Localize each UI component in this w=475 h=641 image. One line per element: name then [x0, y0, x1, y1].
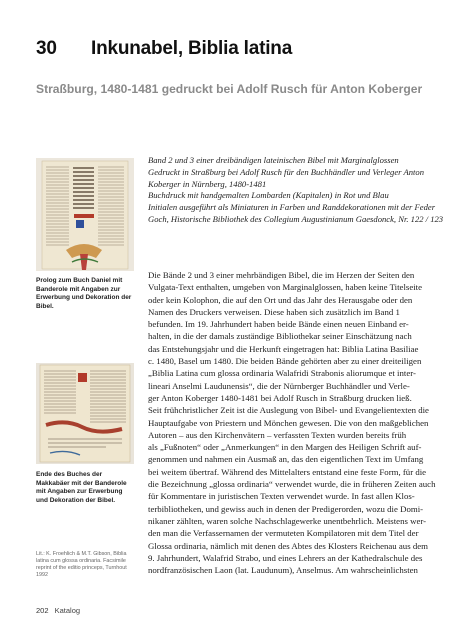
- object-description: [148, 155, 458, 226]
- description-line: Buchdruck mit handgemalten Lombarden (Kapitalen) in Rot und Blau: [148, 190, 389, 201]
- body-line: 9. Jahrhundert, Walafrid Strabo, und eines Lehrers an der Kathedralschule des: [148, 552, 423, 563]
- body-line: Seit frühchristlicher Zeit ist die Auslegung von Bibel- und Evangelientexten die: [148, 405, 429, 416]
- body-line: Hauptaufgabe von Priestern und Mönchen gewesen. Die von den maßgeblichen: [148, 417, 429, 428]
- body-line: Autoren – aus den Kirchenvätern – verfassten Texten wurden bereits früh: [148, 429, 407, 440]
- description-line: Gedruckt in Straßburg bei Adolf Rusch für den Buchhändler und Verleger Anton: [148, 166, 424, 177]
- body-line: lineari Anselmi Laudunensis“, die der Nürnberger Buchhändler und Verle-: [148, 380, 410, 391]
- subtitle: Straßburg, 1480-1481 gedruckt bei Adolf Rusch für Anton Koberger: [36, 82, 423, 96]
- body-line: genommen und nahmen ein Ausmaß an, das den eigentlichen Text im Umfang: [148, 454, 424, 465]
- body-line: halten, in die der damals zuständige Bibliothekar seiner Einschätzung nach: [148, 331, 412, 342]
- body-line: Vulgata-Text enthalten, umgeben von Marginalglossen, haben keine Titelseite: [148, 282, 423, 293]
- body-text: [148, 269, 459, 576]
- manuscript-photo-daniel: [36, 158, 134, 271]
- body-line: „Biblia Latina cum glossa ordinaria Walafridi Strabonis aliorumque et inter-: [148, 368, 416, 379]
- description-line: Band 2 und 3 einer dreibändigen lateinischen Bibel mit Marginalglossen: [148, 155, 399, 165]
- body-line: befunden. Im 19. Jahrhundert haben beide Bände einen neuen Einband er-: [148, 319, 409, 330]
- body-line: ger Anton Koberger 1480-1481 bei Adolf Rusch in Straßburg drucken ließ.: [148, 392, 412, 403]
- body-line: für Kommentare in juristischen Texten verwendet wurde. In fast allen Klos-: [148, 491, 415, 502]
- manuscript-photo-maccabees: [36, 363, 134, 464]
- section-label: Katalog: [54, 606, 81, 615]
- description-line: Initialen ausgeführt als Miniaturen in Farben und Randdekorationen mit der Feder: [148, 202, 436, 213]
- literature-reference: Lit.: K. Froehlich & M.T. Gibson, Biblia latina cum glossa ordinaria. Facsimile reprint of the editio princeps, Turnhout 1992: [36, 551, 127, 579]
- description-line: Koberger in Nürnberg, 1480-1481: [148, 178, 267, 189]
- body-line: bei weitem übertraf. Während des Mittelalters entstand eine feste Form, für die: [148, 466, 427, 477]
- body-line: den man die Verfassernamen der vermuteten Kompilatoren mit dem Titel der: [148, 528, 419, 539]
- body-line: als „Fußnoten“ oder „Anmerkungen“ in den Margen des Heiligen Schrift auf-: [148, 442, 422, 453]
- body-line: Namen des Druckers verweisen. Diese haben sich zusätzlich im Band 1: [148, 306, 400, 317]
- body-line: c. 1480, Basel um 1480. Die beiden Bände gehörten aber zu einer dreiteiligen: [148, 356, 422, 367]
- figure-caption-1: Prolog zum Buch Daniel mit Banderole mit Angaben zur Erwerbung und Dekoration der Bibel.: [36, 277, 132, 310]
- body-line: das Entstehungsjahr und die Herkunft eingetragen hat: Biblia Latina Basiliae: [148, 343, 419, 354]
- catalog-number: 30: [36, 38, 57, 59]
- body-line: nordfranzösischen Laon (lat. Laudunum), Anselmus. Am wahrscheinlichsten: [148, 565, 418, 576]
- page-footer: [36, 606, 80, 615]
- body-line: Die Bände 2 und 3 einer mehrbändigen Bibel, die im Herzen der Seiten den: [148, 270, 415, 280]
- page-title: Inkunabel, Biblia latina: [91, 38, 293, 59]
- body-line: Glossa ordinaria, nämlich mit denen des Abtes des Klosters Reichenau aus dem: [148, 540, 428, 551]
- page-number: 202: [36, 606, 49, 615]
- description-line: Goch, Historische Bibliothek des Collegium Augustinianum Gaesdonck, Nr. 122 / 123: [148, 213, 444, 224]
- body-line: nikaner zählten, waren solche Nachschlagewerke unentbehrlich. Meistens wer-: [148, 515, 427, 526]
- body-line: terbibliotheken, und gewiss auch in denen der Predigerorden, wozu die Domi-: [148, 503, 424, 514]
- figure-caption-2: Ende des Buches der Makkabäer mit der Banderole mit Angaben zur Erwerbung und Dekoration der Bibel.: [36, 471, 127, 504]
- body-line: die Bezeichnung „glossa ordinaria“ verwendet wurde, die in früheren Zeiten auch: [148, 479, 436, 490]
- body-line: oder kein Kolophon, die auf den Ort und das Jahr des Herausgabe oder den: [148, 294, 413, 305]
